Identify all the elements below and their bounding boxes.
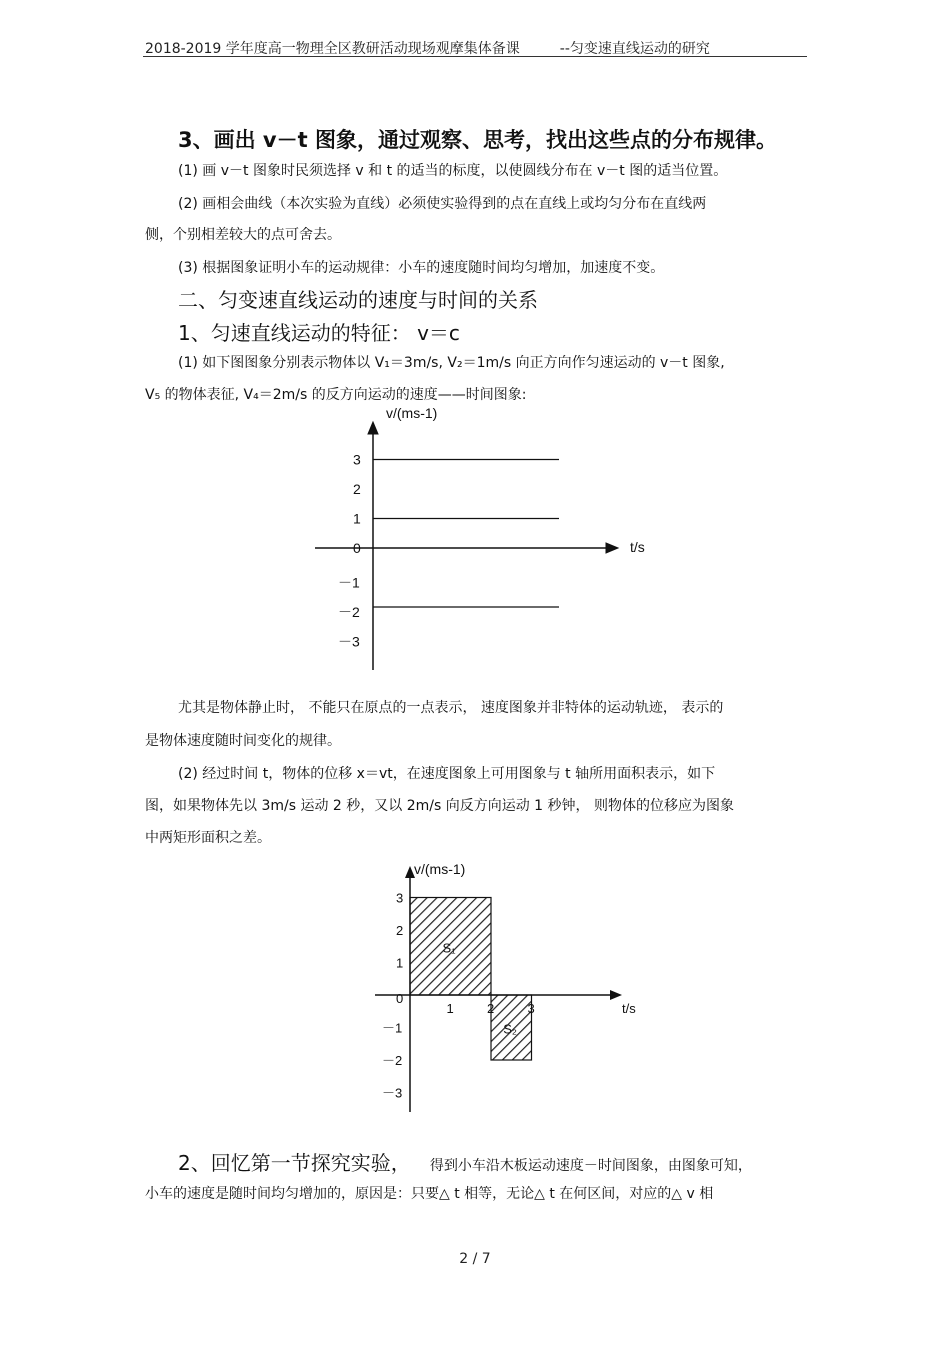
y-tick-label: 1: [396, 955, 404, 971]
y-tick-label: 0: [396, 991, 404, 1006]
header-subtitle: --匀变速直线运动的研究: [559, 41, 710, 57]
subsection-2-rest: 得到小车沿木板运动速度－时间图象，由图象可知，: [429, 1158, 752, 1174]
header-rule: [143, 56, 807, 57]
page-header: [145, 38, 710, 58]
subsection-1-para-line-1: (1) 如下图图象分别表示物体以 V₁＝3m/s, V₂＝1m/s 向正方向作匀速运动的 v－t 图象,: [178, 355, 725, 371]
x-tick-label: 2: [487, 1001, 495, 1016]
y-axis-label: v/(ms-1): [386, 405, 438, 421]
y-tick-label: 2: [396, 923, 404, 938]
part-2-title: 二、匀变速直线运动的速度与时间的关系: [178, 288, 538, 312]
section-3-item-2-line-1: (2) 画相会曲线（本次实验为直线）必须使实验得到的点在直线上或均匀分布在直线两: [178, 196, 707, 212]
x-axis-label: t/s: [630, 539, 645, 555]
para-b-line-2: 图，如果物体先以 3m/s 运动 2 秒，又以 2m/s 向反方向运动 1 秒钟， 则物体的位移应为图象: [145, 798, 734, 814]
x-axis-label: t/s: [622, 1001, 636, 1016]
section-3-item-2-line-2: 侧，个别相差较大的点可舍去。: [145, 227, 341, 243]
y-tick-label: 1: [353, 510, 361, 527]
vt-chart-uniform-motion: [300, 400, 660, 675]
y-tick-label: 3: [396, 890, 404, 906]
y-tick-label: 0: [353, 540, 361, 556]
vt-chart-displacement-area: [360, 855, 660, 1120]
y-tick-label: －1: [382, 1020, 403, 1036]
subsection-2-title: 2、回忆第一节探究实验，: [178, 1151, 411, 1175]
x-tick-label: 1: [446, 1001, 454, 1016]
x-tick-label: 3: [527, 1001, 535, 1016]
section-3-item-3: (3) 根据图象证明小车的运动规律：小车的速度随时间均匀增加，加速度不变。: [178, 260, 665, 276]
subsection-1-title: 1、匀速直线运动的特征： v＝c: [178, 321, 460, 345]
para-a-line-1: 尤其是物体静止时， 不能只在原点的一点表示， 速度图象并非特体的运动轨迹， 表示的: [178, 700, 724, 716]
y-axis-arrow: [368, 422, 378, 434]
y-axis-label: v/(ms-1): [414, 861, 466, 877]
y-tick-label: －3: [338, 633, 360, 650]
subsection-1-para-line-2: V₅ 的物体表征, V₄＝2m/s 的反方向运动的速度——时间图象:: [145, 387, 527, 403]
section-3-item-1: (1) 画 v－t 图象时民须选择 v 和 t 的适当的标度，以使圆线分布在 v－t 图的适当位置。: [178, 163, 728, 179]
subsection-2-line-2: 小车的速度是随时间均匀增加的，原因是：只要△ t 相等，无论△ t 在何区间，对应的△ v 相: [145, 1186, 714, 1202]
x-axis-arrow: [606, 543, 618, 553]
section-3-title: 3、画出 v－t 图象，通过观察、思考，找出这些点的分布规律。: [178, 128, 777, 152]
para-a-line-2: 是物体速度随时间变化的规律。: [145, 733, 341, 749]
y-tick-label: 2: [353, 481, 361, 497]
x-axis-arrow: [610, 990, 622, 1000]
para-b-line-1: (2) 经过时间 t，物体的位移 x＝vt，在速度图象上可用图象与 t 轴所用面积表示，如下: [178, 766, 716, 782]
y-tick-label: 3: [353, 451, 361, 468]
header-title: 2018-2019 学年度高一物理全区教研活动现场观摩集体备课: [145, 41, 520, 57]
y-tick-label: －2: [338, 604, 360, 620]
para-b-line-3: 中两矩形面积之差。: [145, 830, 271, 846]
region-label: S₂: [503, 1021, 517, 1037]
region-label: S₁: [442, 940, 456, 956]
y-tick-label: －3: [382, 1085, 403, 1101]
page-number: 2 / 7: [459, 1251, 491, 1267]
y-tick-label: －2: [382, 1053, 403, 1068]
y-tick-label: －1: [338, 574, 360, 591]
subsection-2-heading: [178, 1147, 752, 1176]
